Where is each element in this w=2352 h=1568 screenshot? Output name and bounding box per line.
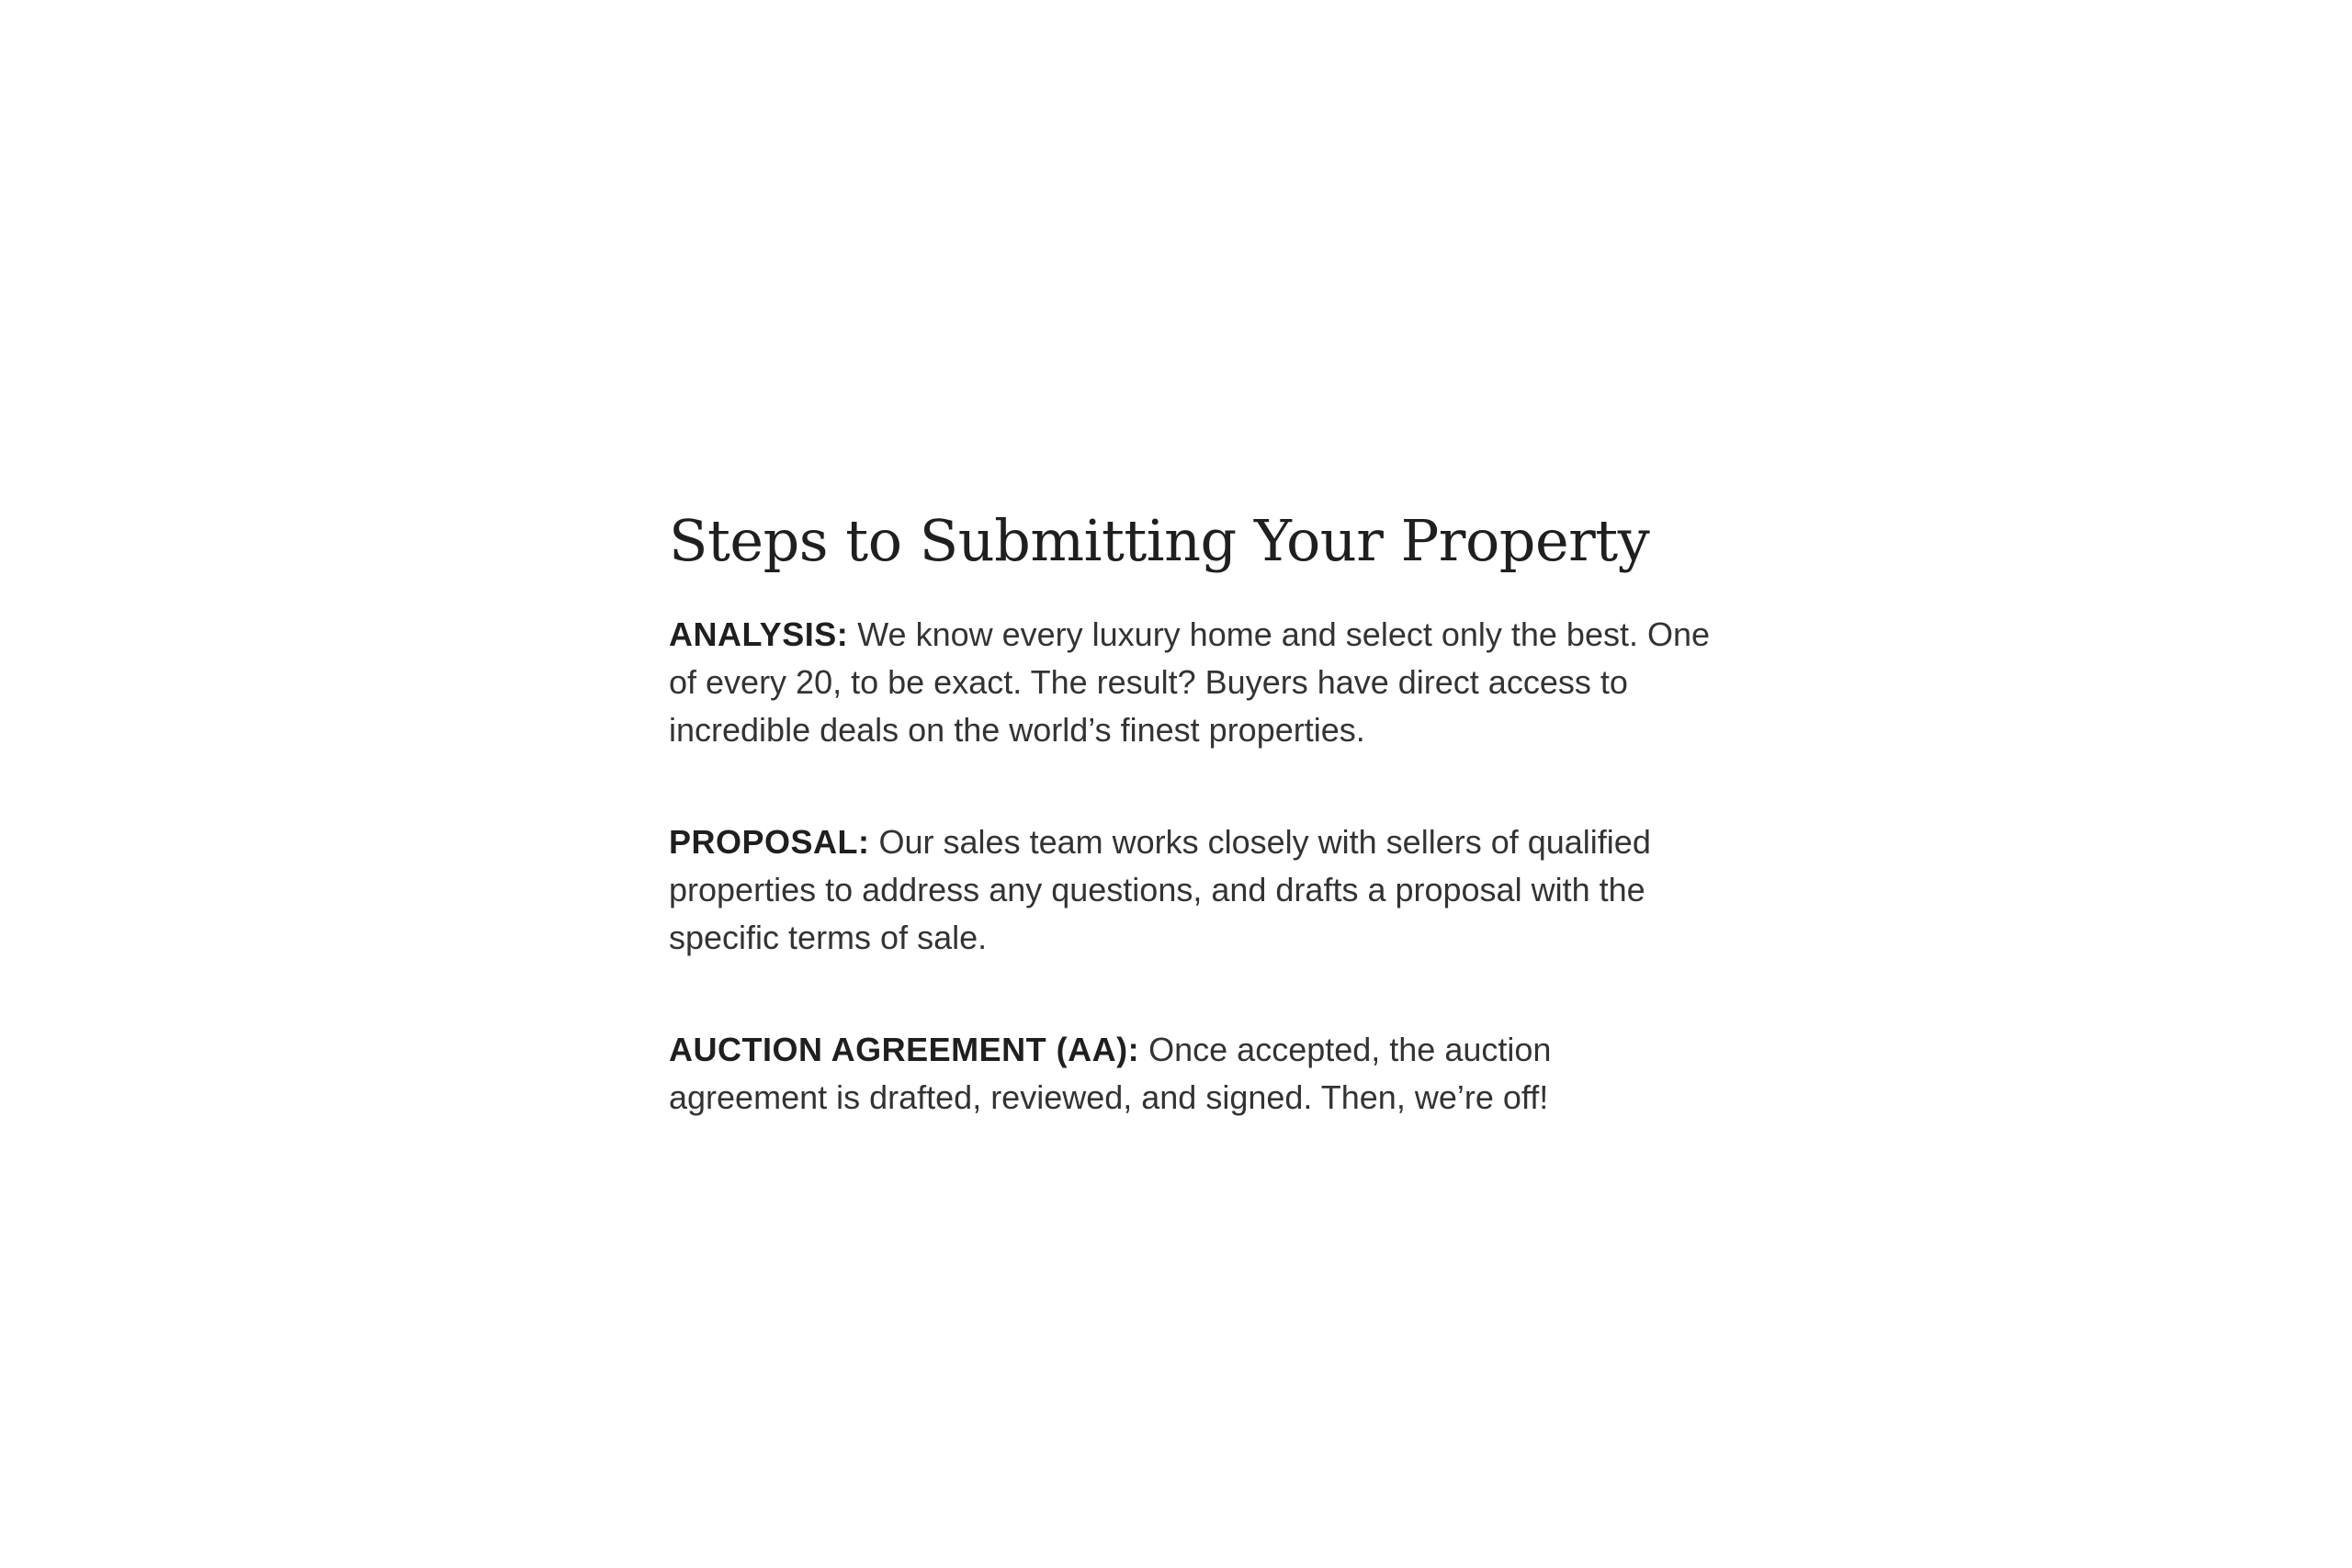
step-text: Our sales team works closely with sellers of qualified properties to address any questions, and drafts a proposal with the specific terms of sale.: [669, 823, 1651, 957]
step-label: PROPOSAL:: [669, 823, 870, 862]
page-title: Steps to Submitting Your Property: [669, 507, 1650, 574]
step-auction-agreement: [669, 1026, 1716, 1122]
step-label: ANALYSIS:: [669, 615, 849, 654]
step-text: We know every luxury home and select only the best. One of every 20, to be exact. The result? Buyers have direct access to incredible deals on the world’s finest properties.: [669, 615, 1711, 750]
step-analysis: [669, 611, 1716, 754]
steps-section: [669, 507, 1716, 1186]
step-text: Once accepted, the auction agreement is drafted, reviewed, and signed. Then, we’re off!: [669, 1031, 1552, 1117]
step-label: AUCTION AGREEMENT (AA):: [669, 1031, 1140, 1069]
step-proposal: [669, 818, 1716, 962]
